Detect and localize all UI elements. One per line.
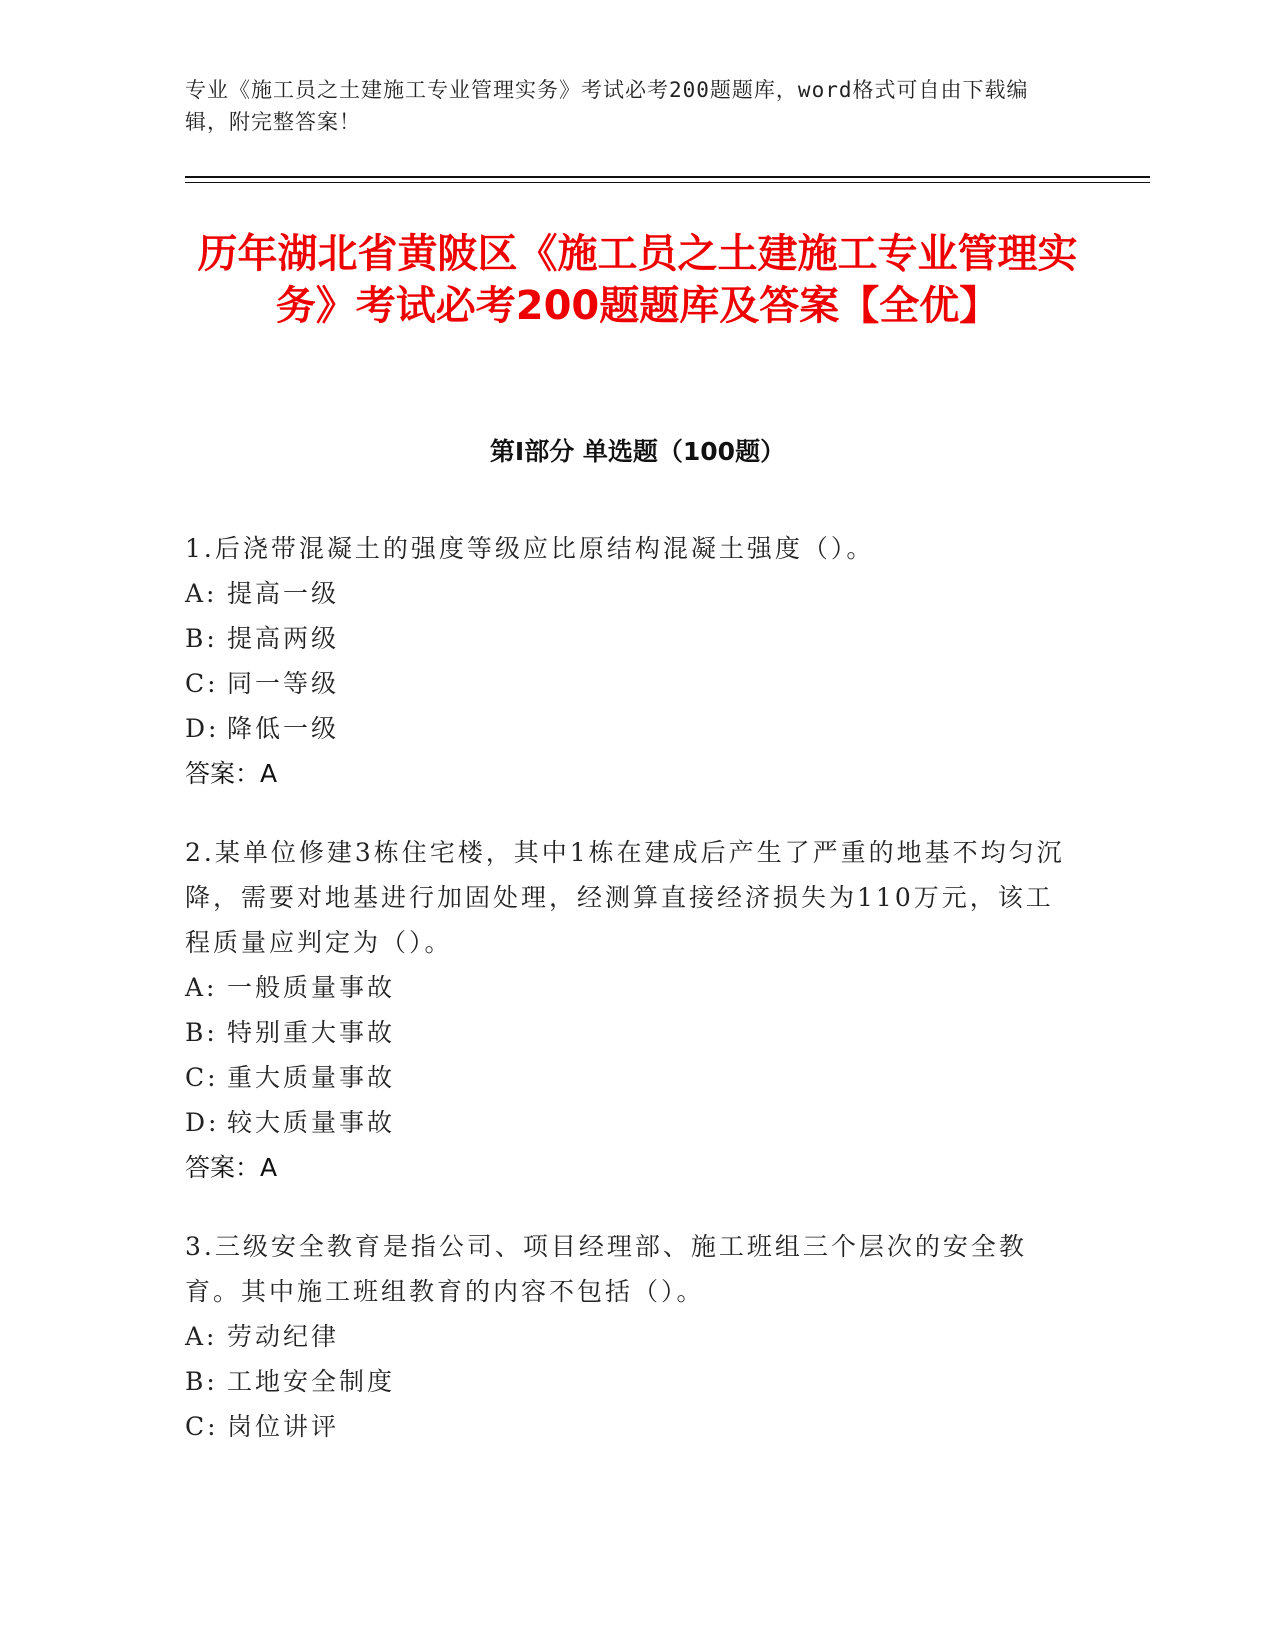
option-b — [185, 1010, 1065, 1055]
option-d — [185, 706, 1065, 751]
option-key: A: — [185, 579, 218, 608]
header-note: 专业《施工员之土建施工专业管理实务》考试必考200题题库，word格式可自由下载编辑，附完整答案！ — [185, 78, 1029, 134]
option-text: 较大质量事故 — [227, 1108, 396, 1137]
option-key: B: — [185, 1018, 218, 1047]
section-heading: 第I部分 单选题（100题） — [489, 437, 786, 466]
header-divider-thin — [185, 182, 1150, 183]
question-stem: 2.某单位修建3栋住宅楼，其中1栋在建成后产生了严重的地基不均匀沉降，需要对地基进行加固处理，经测算直接经济损失为110万元，该工程质量应判定为（）。 — [185, 838, 1065, 957]
option-key: C: — [185, 669, 219, 698]
option-key: A: — [185, 973, 218, 1002]
option-text: 提高一级 — [227, 579, 340, 608]
question-stem: 3.三级安全教育是指公司、项目经理部、施工班组三个层次的安全教育。其中施工班组教育的内容不包括（）。 — [185, 1232, 1027, 1306]
option-key: D: — [185, 714, 220, 743]
question-list — [185, 526, 1065, 1483]
option-key: C: — [185, 1063, 219, 1092]
option-a — [185, 571, 1065, 616]
header-divider-thick — [185, 176, 1150, 178]
answer: 答案：A — [185, 759, 278, 788]
option-text: 降低一级 — [227, 714, 340, 743]
option-b — [185, 1359, 1065, 1404]
option-c — [185, 1404, 1065, 1449]
question-3 — [185, 1224, 1065, 1449]
option-text: 岗位讲评 — [227, 1412, 340, 1441]
question-2 — [185, 830, 1065, 1190]
option-b — [185, 616, 1065, 661]
option-text: 工地安全制度 — [227, 1367, 396, 1396]
question-1 — [185, 526, 1065, 796]
option-key: B: — [185, 1367, 218, 1396]
document-title: 历年湖北省黄陂区《施工员之土建施工专业管理实务》考试必考200题题库及答案【全优】 — [197, 231, 1078, 329]
option-text: 重大质量事故 — [227, 1063, 396, 1092]
option-key: A: — [185, 1322, 218, 1351]
option-key: B: — [185, 624, 218, 653]
option-text: 劳动纪律 — [227, 1322, 340, 1351]
option-key: D: — [185, 1108, 220, 1137]
option-text: 同一等级 — [227, 669, 340, 698]
option-text: 一般质量事故 — [227, 973, 396, 1002]
question-stem: 1.后浇带混凝土的强度等级应比原结构混凝土强度（）。 — [185, 534, 875, 563]
answer: 答案：A — [185, 1153, 278, 1182]
option-a — [185, 1314, 1065, 1359]
option-key: C: — [185, 1412, 219, 1441]
option-text: 提高两级 — [227, 624, 340, 653]
option-text: 特别重大事故 — [227, 1018, 396, 1047]
option-c — [185, 1055, 1065, 1100]
option-a — [185, 965, 1065, 1010]
option-c — [185, 661, 1065, 706]
option-d — [185, 1100, 1065, 1145]
